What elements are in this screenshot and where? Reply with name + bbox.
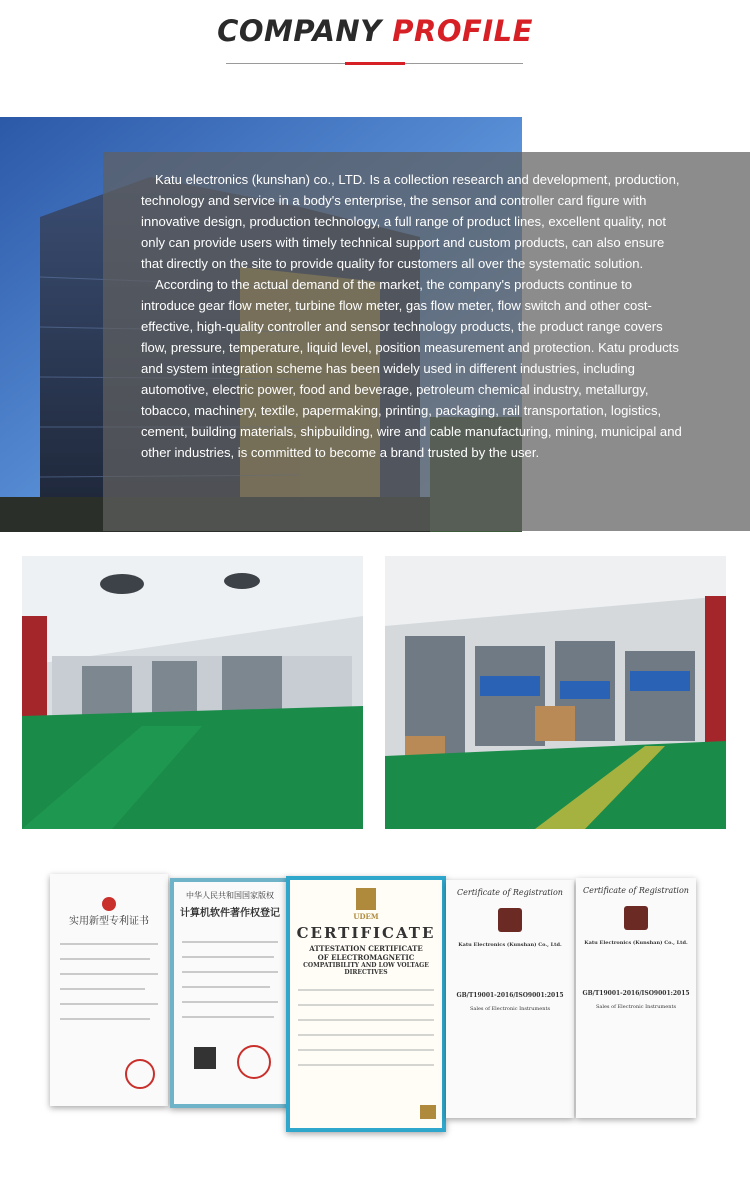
ce-brand: UDEM	[353, 912, 379, 921]
patent-title: 实用新型专利证书	[69, 916, 149, 927]
reg2-standard: GB/T19001-2016/ISO9001:2015	[582, 990, 690, 997]
reg1-standard: GB/T19001-2016/ISO9001:2015	[456, 992, 564, 999]
ce-lines-icon	[290, 880, 442, 1128]
section-title	[0, 14, 750, 48]
ce-sub3: COMPATIBILITY AND LOW VOLTAGE DIRECTIVES	[303, 962, 429, 976]
patent-certificate	[50, 874, 168, 1106]
software-copyright-certificate	[170, 878, 290, 1108]
profile-paragraph-2: According to the actual demand of the market, the company's products continue to introduce gear flow meter, turbine flow meter, gas flow meter, flow switch and other cost-effective, high-quality controller and sensor technology products, the product range covers flow, pressure, temperature, liquid level, position measurement and protection. Katu products and system integration scheme has been widely used in different industries, including automotive, electric power, food and beverage, petroleum chemical industry, metallurgy, tobacco, machinery, textile, papermaking, printing, packaging, rail transportation, logistics, cement, building materials, shipbuilding, wire and cable manufacturing, mining, municipal and other industries, is committed to become a brand trusted by the user.	[141, 277, 682, 460]
software-stamp-icon	[174, 882, 286, 1104]
ce-sub1: ATTESTATION CERTIFICATE	[309, 944, 423, 953]
title-accent-bar	[345, 62, 405, 65]
reg2-company: Katu Electronics (Kunshan) Co., Ltd.	[584, 940, 688, 946]
reg2-scope: Sales of Electronic Instruments	[595, 1004, 677, 1010]
patent-seal-icon	[50, 874, 168, 1106]
profile-paragraph-1: Katu electronics (kunshan) co., LTD. Is a collection research and development, production, technology and service in a body's enterprise, the sensor and controller card figure with innovative design, production technology, a full range of product lines, excellent quality, not only can provide users with timely technical support and custom products, can also ensure that directly on the site to provide quality for customers all over the systematic solution.	[141, 172, 680, 271]
reg1-crest-icon	[498, 908, 522, 932]
software-title: 计算机软件著作权登记	[180, 908, 280, 919]
registration-certificate-1	[446, 880, 574, 1118]
reg1-title: Certificate of Registration	[457, 888, 563, 897]
reg1-scope: Sales of Electronic Instruments	[469, 1006, 551, 1012]
certificates-row	[0, 868, 750, 1179]
title-part-1: COMPANY	[217, 14, 382, 48]
ce-sub2: OF ELECTROMAGNETIC	[317, 953, 415, 962]
software-title-top: 中华人民共和国国家版权	[186, 891, 274, 900]
factory-photo-right	[385, 556, 726, 829]
title-part-2: PROFILE	[392, 14, 533, 48]
factory-photo-left	[22, 556, 363, 829]
registration-certificate-2	[576, 878, 696, 1118]
ce-certificate	[286, 876, 446, 1132]
ce-title: CERTIFICATE	[296, 924, 436, 942]
reg2-crest-icon	[624, 906, 648, 930]
reg2-title: Certificate of Registration	[583, 886, 689, 895]
reg1-company: Katu Electronics (Kunshan) Co., Ltd.	[458, 942, 562, 948]
profile-text	[141, 169, 686, 463]
